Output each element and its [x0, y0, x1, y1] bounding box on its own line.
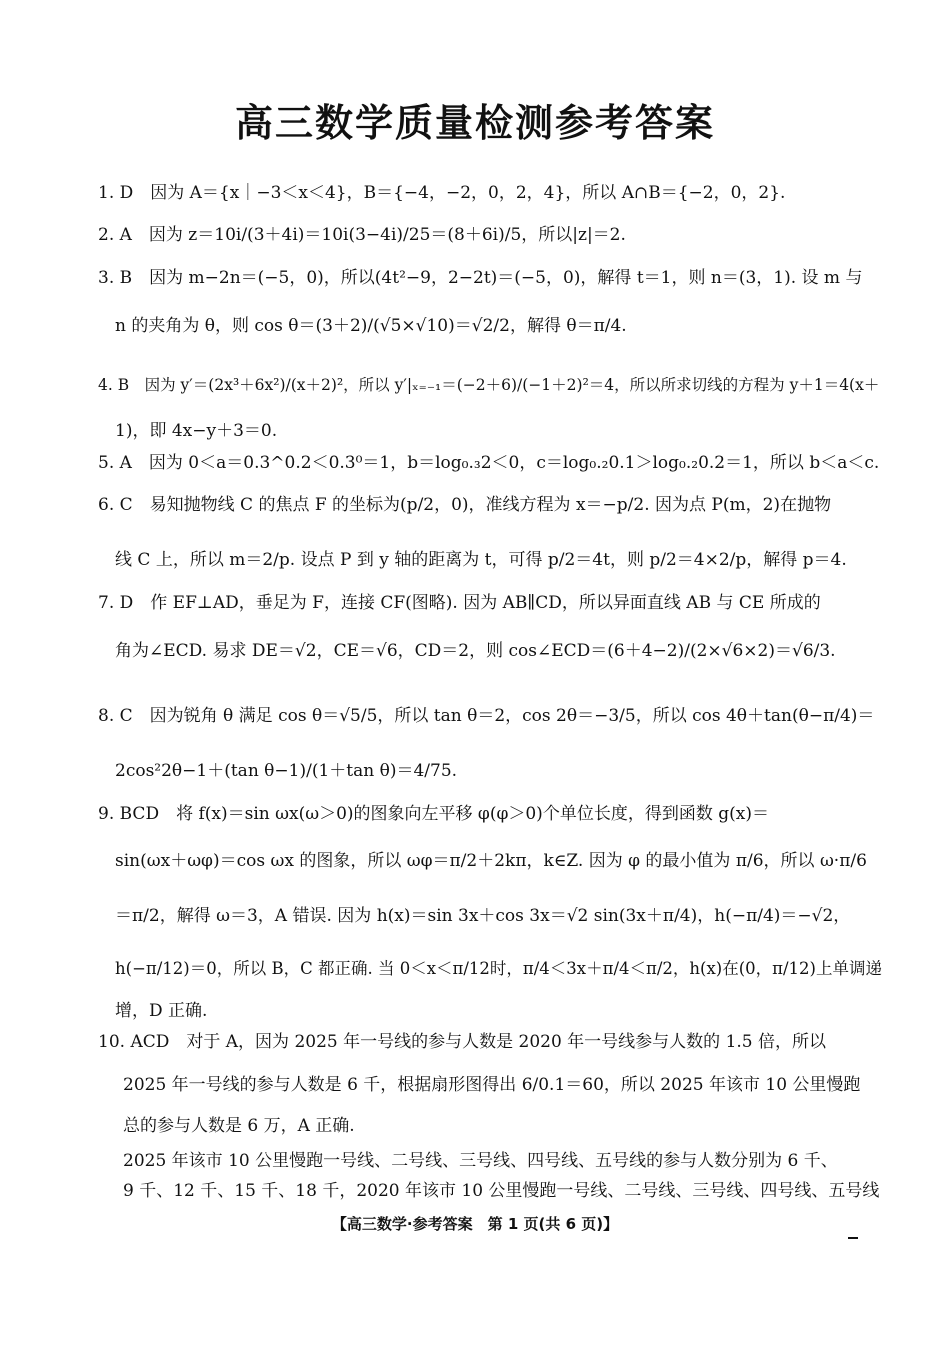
- answer-line-9: 9. BCD 将 f(x)＝sin ωx(ω＞0)的图象向左平移 φ(φ＞0)个单位长度，得到函数 g(x)＝: [98, 804, 769, 824]
- answer-line-10: 10. ACD 对于 A，因为 2025 年一号线的参与人数是 2020 年一号线参与人数的 1.5 倍，所以: [98, 1032, 827, 1052]
- answer-line-9-cont3: h(−π/12)＝0，所以 B，C 都正确. 当 0＜x＜π/12时，π/4＜3x＋π/4＜π/2，h(x)在(0，π/12)上单调递: [115, 959, 882, 978]
- answer-line-1: 1. D 因为 A＝{x｜−3＜x＜4}，B＝{−4，−2，0，2，4}，所以 A∩B＝{−2，0，2}.: [98, 183, 786, 203]
- answer-line-7-cont: 角为∠ECD. 易求 DE＝√2，CE＝√6，CD＝2，则 cos∠ECD＝(6＋4−2)/(2×√6×2)＝√6/3.: [115, 641, 836, 661]
- answer-line-8-cont: 2cos²2θ−1＋(tan θ−1)/(1＋tan θ)＝4/75.: [115, 761, 458, 781]
- corner-mark: [848, 1237, 858, 1239]
- answer-line-6-cont: 线 C 上，所以 m＝2/p. 设点 P 到 y 轴的距离为 t，可得 p/2＝4t，则 p/2＝4×2/p，解得 p＝4.: [115, 550, 847, 570]
- answer-line-10-cont1: 2025 年一号线的参与人数是 6 千，根据扇形图得出 6/0.1＝60，所以 2025 年该市 10 公里慢跑: [123, 1075, 861, 1095]
- answer-line-2: 2. A 因为 z＝10i/(3＋4i)＝10i(3−4i)/25＝(8＋6i)/5，所以|z|＝2.: [98, 225, 626, 245]
- answer-line-3-cont: n 的夹角为 θ，则 cos θ＝(3＋2)/(√5×√10)＝√2/2，解得 θ＝π/4.: [115, 316, 627, 336]
- answer-line-9-cont2: ＝π/2，解得 ω＝3，A 错误. 因为 h(x)＝sin 3x＋cos 3x＝√2 sin(3x＋π/4)，h(−π/4)＝−√2，: [115, 906, 851, 926]
- page-footer: 【高三数学·参考答案 第 1 页(共 6 页)】: [331, 1215, 619, 1233]
- page-title: 高三数学质量检测参考答案: [234, 101, 715, 145]
- answer-line-10-cont2: 总的参与人数是 6 万，A 正确.: [123, 1116, 355, 1136]
- answer-line-4-cont: 1)，即 4x−y＋3＝0.: [115, 421, 278, 441]
- answer-line-5: 5. A 因为 0＜a＝0.3^0.2＜0.3⁰＝1，b＝log₀.₃2＜0，c＝log₀.₂0.1＞log₀.₂0.2＝1，所以 b＜a＜c.: [98, 453, 880, 473]
- answer-line-3: 3. B 因为 m−2n＝(−5，0)，所以(4t²−9，2−2t)＝(−5，0)，解得 t＝1，则 n＝(3，1). 设 m 与: [98, 268, 863, 288]
- answer-line-8: 8. C 因为锐角 θ 满足 cos θ＝√5/5，所以 tan θ＝2，cos 2θ＝−3/5，所以 cos 4θ＋tan(θ−π/4)＝: [98, 706, 875, 726]
- answer-line-10-cont3: 2025 年该市 10 公里慢跑一号线、二号线、三号线、四号线、五号线的参与人数分别为 6 千、: [123, 1151, 838, 1171]
- answer-line-9-cont4: 增，D 正确.: [115, 1001, 208, 1021]
- answer-line-4: 4. B 因为 y′＝(2x³＋6x²)/(x＋2)²，所以 y′|ₓ₌₋₁＝(−2＋6)/(−1＋2)²＝4，所以所求切线的方程为 y＋1＝4(x＋: [98, 376, 880, 394]
- answer-line-10-cont4: 9 千、12 千、15 千、18 千，2020 年该市 10 公里慢跑一号线、二号线、三号线、四号线、五号线: [123, 1181, 880, 1201]
- answer-line-9-cont1: sin(ωx＋ωφ)＝cos ωx 的图象，所以 ωφ＝π/2＋2kπ，k∈Z. 因为 φ 的最小值为 π/6，所以 ω·π/6: [115, 851, 867, 871]
- answer-line-6: 6. C 易知抛物线 C 的焦点 F 的坐标为(p/2，0)，准线方程为 x＝−p/2. 因为点 P(m，2)在抛物: [98, 495, 832, 515]
- answer-line-7: 7. D 作 EF⊥AD，垂足为 F，连接 CF(图略). 因为 AB∥CD，所以异面直线 AB 与 CE 所成的: [98, 593, 821, 613]
